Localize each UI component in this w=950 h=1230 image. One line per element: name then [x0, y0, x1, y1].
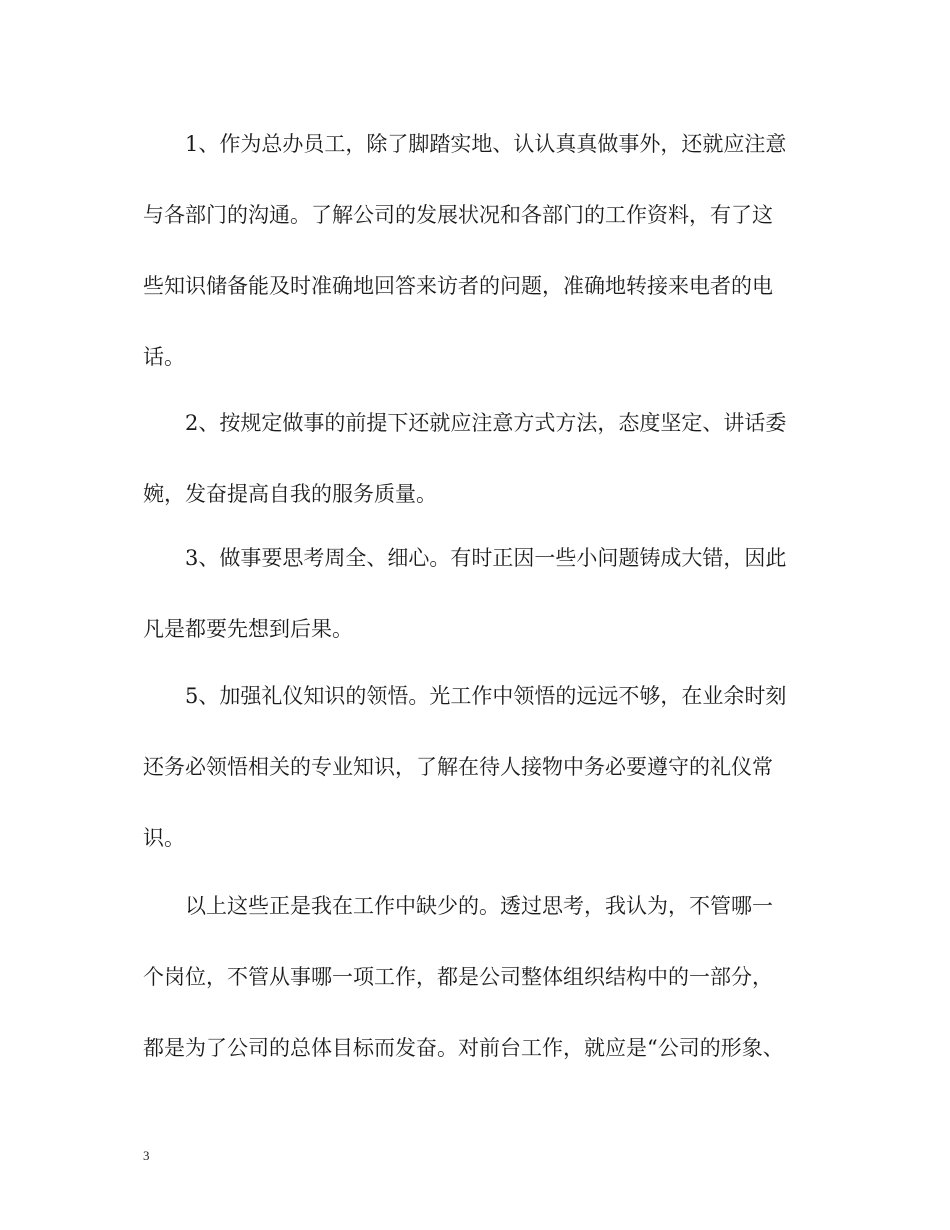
paragraph-2	[143, 388, 813, 530]
paragraph-line: 5、加强礼仪知识的领悟。光工作中领悟的远远不够，在业余时刻	[143, 684, 787, 708]
paragraph-line: 1、作为总办员工，除了脚踏实地、认认真真做事外，还就应注意	[143, 132, 787, 156]
paragraph-1	[143, 109, 813, 393]
paragraph-line: 识。	[143, 826, 185, 850]
paragraph-4	[143, 661, 813, 874]
paragraph-line: 还务必领悟相关的专业知识，了解在待人接物中务必要遵守的礼仪常	[143, 755, 773, 779]
paragraph-3	[143, 523, 813, 665]
paragraph-line: 3、做事要思考周全、细心。有时正因一些小问题铸成大错，因此	[143, 546, 787, 570]
paragraph-line: 个岗位，不管从事哪一项工作，都是公司整体组织结构中的一部分，	[143, 965, 773, 989]
paragraph-5	[143, 871, 813, 1084]
paragraph-line: 凡是都要先想到后果。	[143, 617, 353, 641]
paragraph-line: 与各部门的沟通。了解公司的发展状况和各部门的工作资料，有了这	[143, 203, 773, 227]
page-number: 3	[143, 1148, 150, 1163]
paragraph-line: 以上这些正是我在工作中缺少的。透过思考，我认为，不管哪一	[143, 894, 773, 918]
paragraph-line: 些知识储备能及时准确地回答来访者的问题，准确地转接来电者的电	[143, 274, 773, 298]
paragraph-line: 话。	[143, 345, 185, 369]
paragraph-line: 都是为了公司的总体目标而发奋。对前台工作，就应是“公司的形象、	[143, 1036, 784, 1060]
paragraph-line: 2、按规定做事的前提下还就应注意方式方法，态度坚定、讲话委	[143, 411, 787, 435]
paragraph-line: 婉，发奋提高自我的服务质量。	[143, 482, 437, 506]
